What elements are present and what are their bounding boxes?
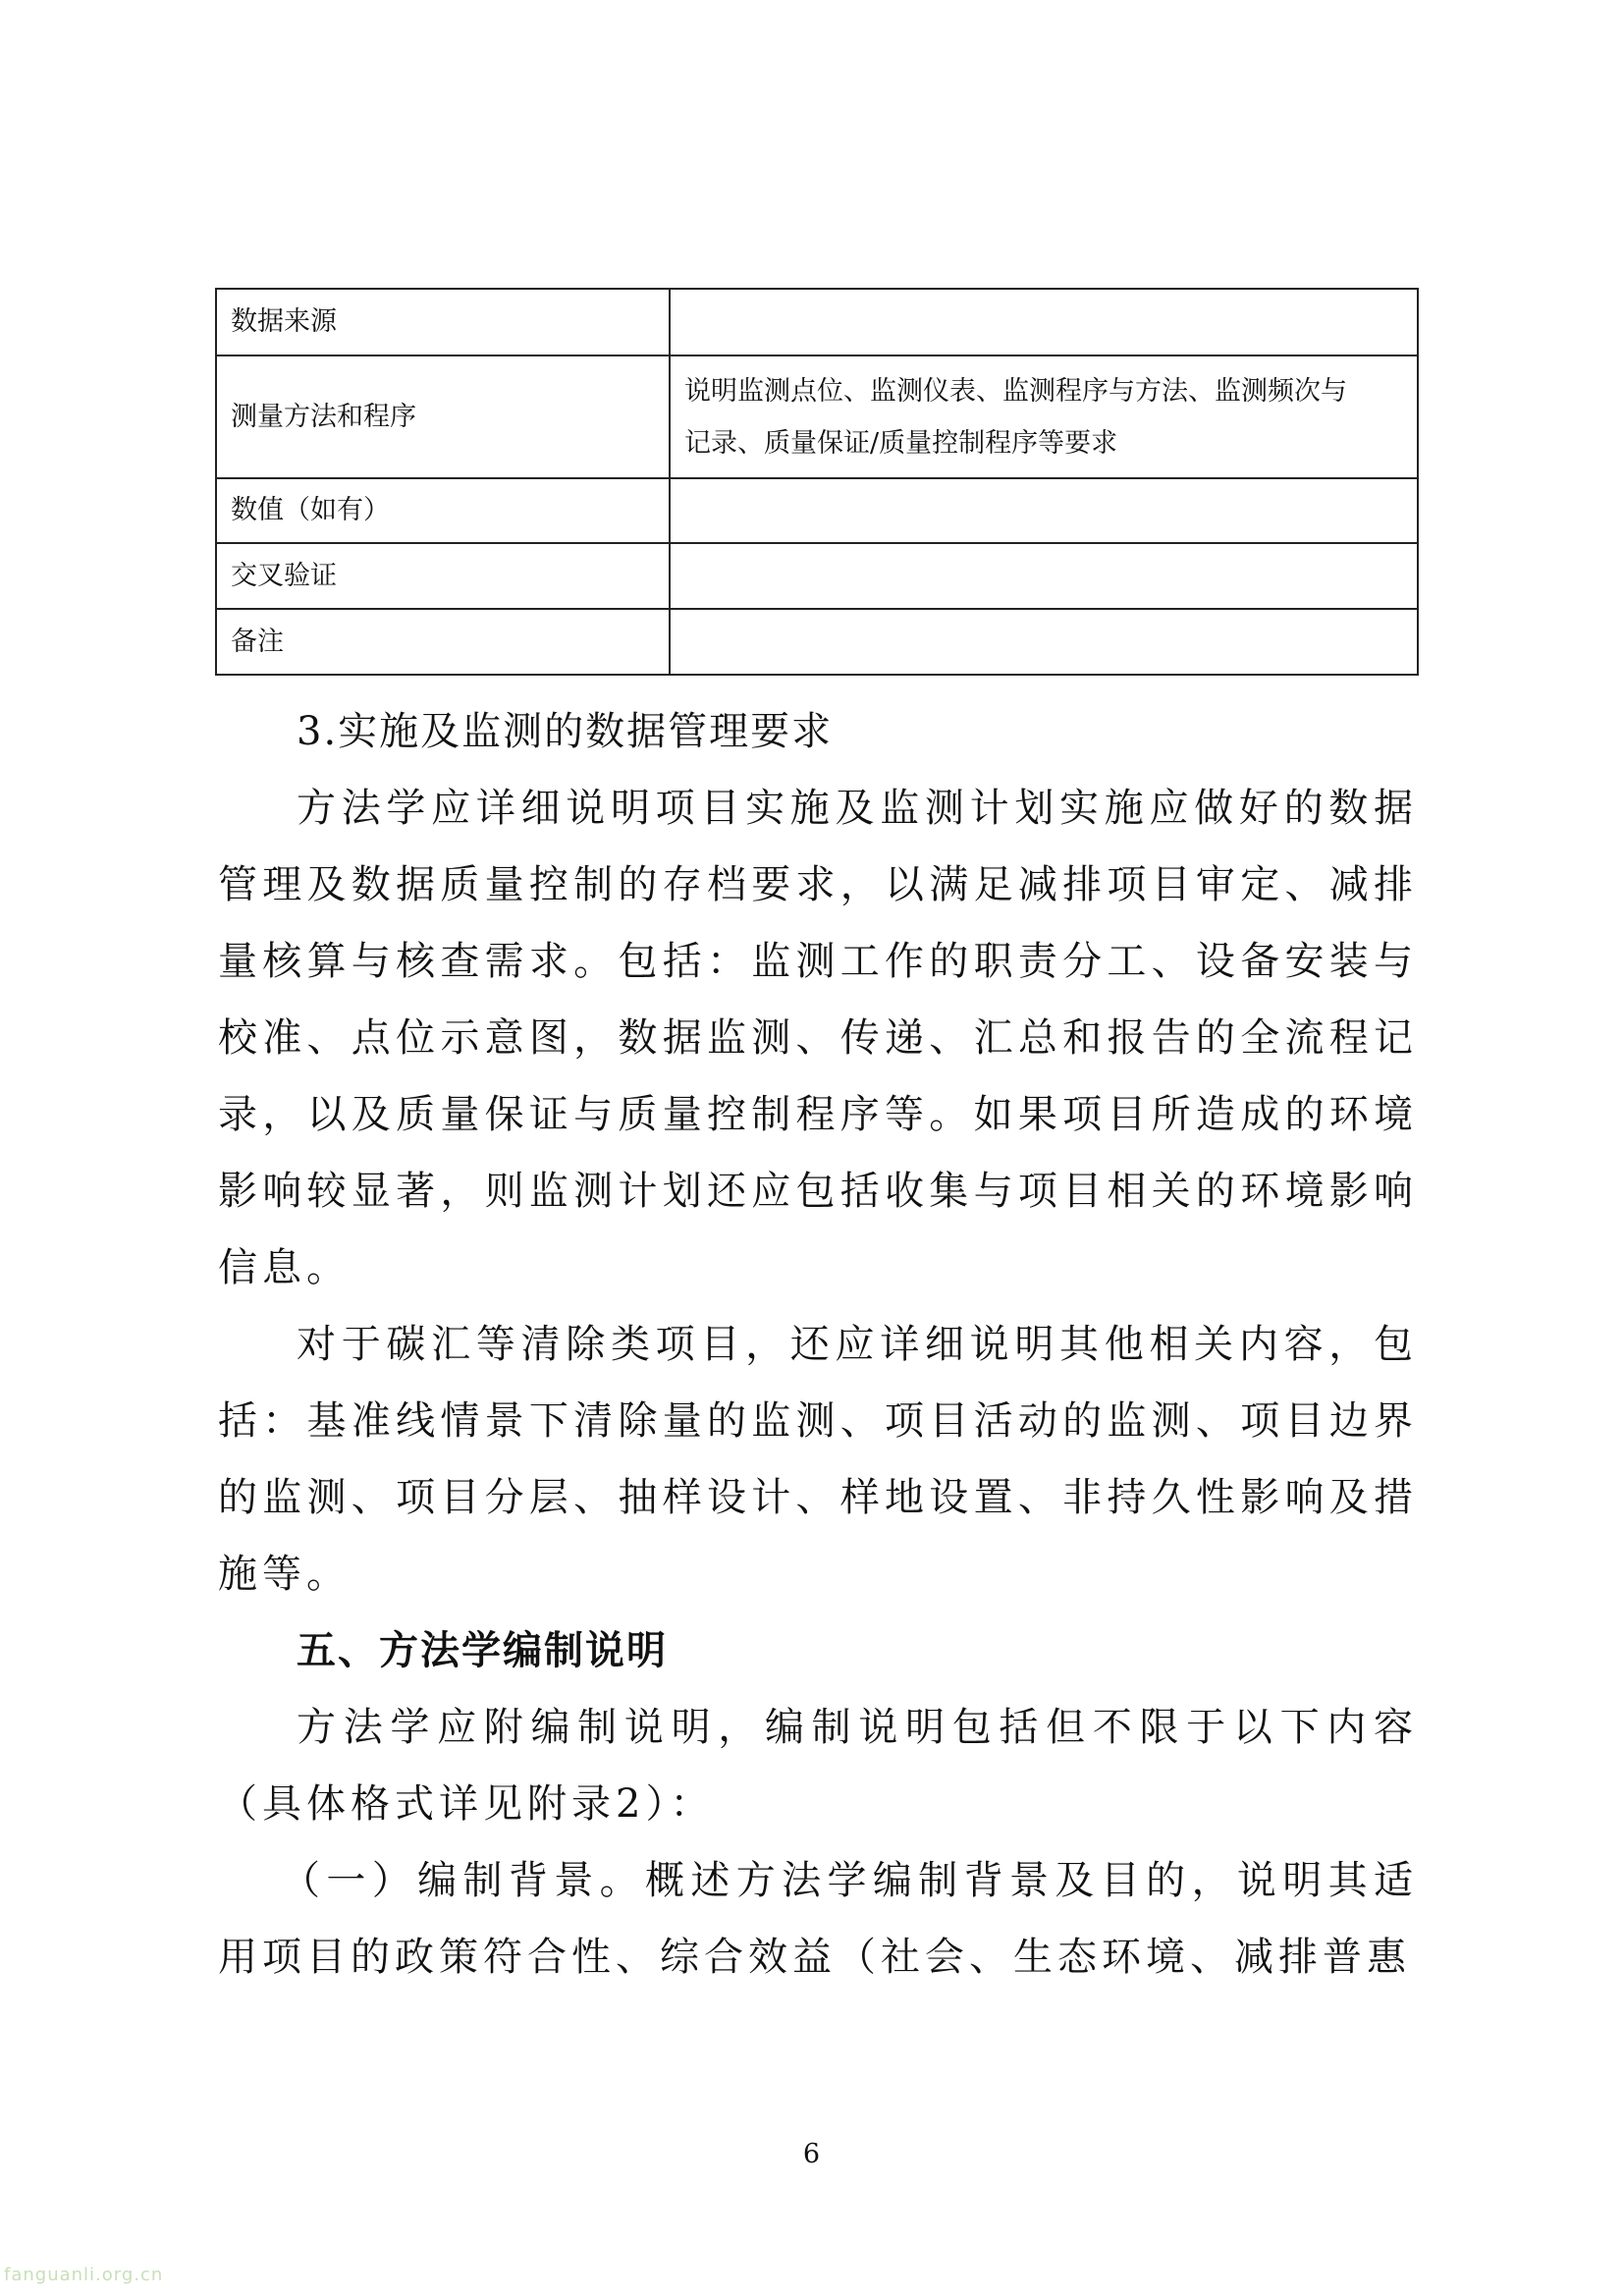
page-number: 6 [802, 2139, 821, 2169]
table-row [216, 355, 1418, 478]
paragraph: （一）编制背景。概述方法学编制背景及目的，说明其适用项目的政策符合性、综合效益（社会、生态环境、减排普惠 [218, 1858, 1418, 1980]
table-row [216, 609, 1418, 675]
monitoring-data-table [215, 288, 1419, 676]
section-heading: 3.实施及监测的数据管理要求 [297, 709, 834, 754]
table-cell-line: 记录、质量保证/质量控制程序等要求 [684, 427, 1118, 459]
paragraph: 对于碳汇等清除类项目，还应详细说明其他相关内容，包括：基准线情景下清除量的监测、项目活动的监测、项目边界的监测、项目分层、抽样设计、样地设置、非持久性影响及措施等。 [218, 1322, 1418, 1597]
table-cell-label: 测量方法和程序 [216, 355, 670, 478]
table-row [216, 478, 1418, 543]
paragraph: 方法学应附编制说明，编制说明包括但不限于以下内容（具体格式详见附录2）： [218, 1705, 1418, 1827]
table-cell-value [670, 355, 1418, 478]
watermark: fanguanli.org.cn [4, 2265, 164, 2285]
table-cell-label: 交叉验证 [216, 543, 670, 609]
table-cell-value [670, 478, 1418, 543]
paragraph: 方法学应详细说明项目实施及监测计划实施应做好的数据管理及数据质量控制的存档要求，以满足减排项目审定、减排量核算与核查需求。包括：监测工作的职责分工、设备安装与校准、点位示意图，数据监测、传递、汇总和报告的全流程记录，以及质量保证与质量控制程序等。如果项目所造成的环境影响较显著，则监测计划还应包括收集与项目相关的环境影响信息。 [218, 786, 1418, 1290]
table-cell-label: 数值（如有） [216, 478, 670, 543]
body-content [218, 693, 1418, 1995]
table-cell-line: 说明监测点位、监测仪表、监测程序与方法、监测频次与 [684, 375, 1347, 407]
table-cell-value [670, 289, 1418, 355]
table-cell-label: 备注 [216, 609, 670, 675]
table-cell-label: 数据来源 [216, 289, 670, 355]
table-row [216, 543, 1418, 609]
chapter-heading: 五、方法学编制说明 [297, 1628, 668, 1673]
table-cell-value [670, 543, 1418, 609]
table-cell-value [670, 609, 1418, 675]
table-row [216, 289, 1418, 355]
